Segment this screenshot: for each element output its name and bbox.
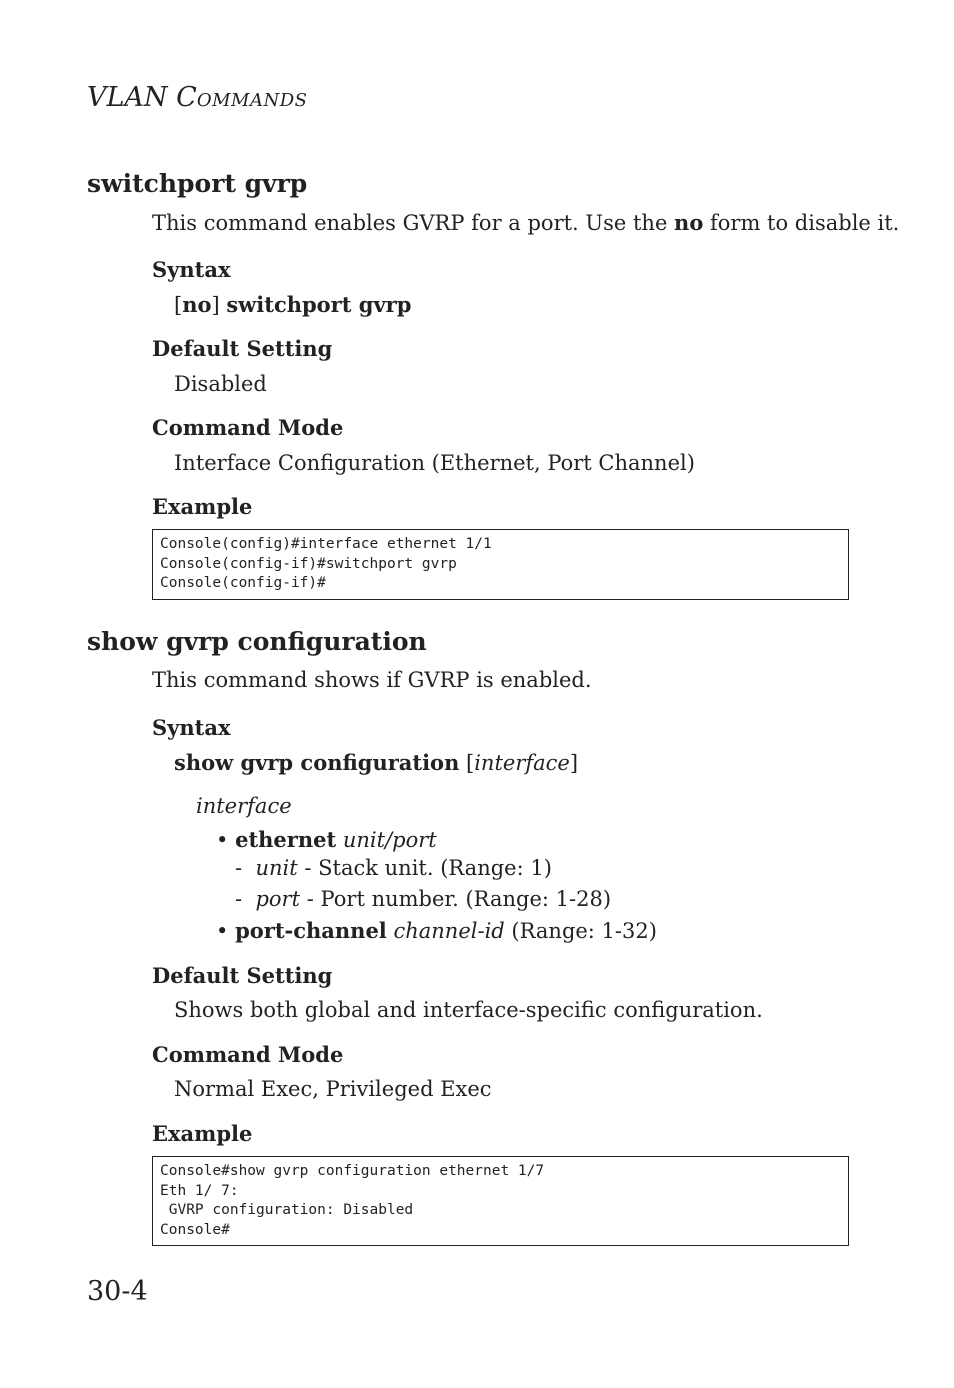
default-setting-value: Shows both global and interface-specific configuration. [174, 998, 763, 1022]
header-title-vlan: VLAN [87, 82, 168, 113]
header-title-smallcaps: OMMANDS [196, 90, 308, 111]
description-text-end: form to disable it. [703, 211, 900, 235]
param-ethernet [216, 827, 437, 852]
syntax-command: switchport gvrp [226, 292, 412, 317]
description-keyword: no [674, 210, 704, 235]
default-setting-label: Default Setting [152, 336, 333, 361]
header-title-initial: C [176, 82, 197, 113]
param-sub-desc: - Stack unit. (Range: 1) [297, 856, 552, 880]
example-label: Example [152, 1121, 253, 1146]
syntax-no-keyword: no [182, 292, 212, 317]
param-sub-name: unit [255, 856, 298, 880]
example-label: Example [152, 494, 253, 519]
running-header [87, 82, 307, 113]
param-unit [235, 856, 552, 880]
code-line: GVRP configuration: Disabled [160, 1202, 414, 1218]
param-port-channel [216, 918, 657, 943]
syntax-line [174, 292, 411, 317]
param-keyword: ethernet [235, 827, 337, 852]
code-line: Eth 1/ 7: [160, 1182, 239, 1199]
code-line: Console(config-if)# [160, 575, 326, 591]
dash-icon: - [235, 887, 243, 911]
syntax-bracket-open: [ [459, 751, 475, 775]
syntax-command: show gvrp configuration [174, 750, 460, 775]
section-title-show-gvrp-configuration: show gvrp configuration [87, 627, 427, 656]
section-description: This command shows if GVRP is enabled. [152, 668, 592, 692]
example-code-block [152, 1156, 849, 1246]
section-description [152, 210, 899, 235]
syntax-label: Syntax [152, 715, 231, 740]
command-mode-label: Command Mode [152, 415, 344, 440]
param-sub-name: port [255, 887, 301, 911]
code-line: Console#show gvrp configuration ethernet 1/7 [160, 1163, 545, 1179]
example-code-block [152, 529, 849, 600]
command-mode-value: Normal Exec, Privileged Exec [174, 1077, 492, 1101]
bullet-icon: • [216, 919, 229, 943]
bullet-icon: • [216, 828, 229, 852]
param-keyword: port-channel [235, 918, 387, 943]
parameter-name: interface [196, 794, 292, 818]
description-text: This command enables GVRP for a port. Use the [152, 211, 675, 235]
param-range: (Range: 1-32) [504, 919, 657, 943]
param-port [235, 887, 611, 911]
syntax-bracket-close: ] [211, 293, 227, 317]
syntax-parameter: interface [474, 751, 570, 775]
page-number: 30-4 [87, 1276, 148, 1307]
param-argument: unit/port [336, 828, 437, 852]
param-sub-desc: - Port number. (Range: 1-28) [300, 887, 612, 911]
syntax-line [174, 750, 578, 775]
syntax-bracket-close: ] [569, 751, 579, 775]
syntax-bracket-open: [ [174, 293, 183, 317]
code-line: Console(config)#interface ethernet 1/1 [160, 536, 492, 552]
code-line: Console# [160, 1221, 230, 1238]
param-argument: channel-id [386, 919, 505, 943]
syntax-label: Syntax [152, 257, 231, 282]
section-title-switchport-gvrp: switchport gvrp [87, 169, 308, 198]
code-line: Console(config-if)#switchport gvrp [160, 555, 457, 572]
default-setting-label: Default Setting [152, 963, 333, 988]
command-mode-value: Interface Configuration (Ethernet, Port Channel) [174, 451, 695, 475]
dash-icon: - [235, 856, 243, 880]
default-setting-value: Disabled [174, 372, 267, 396]
command-mode-label: Command Mode [152, 1042, 344, 1067]
